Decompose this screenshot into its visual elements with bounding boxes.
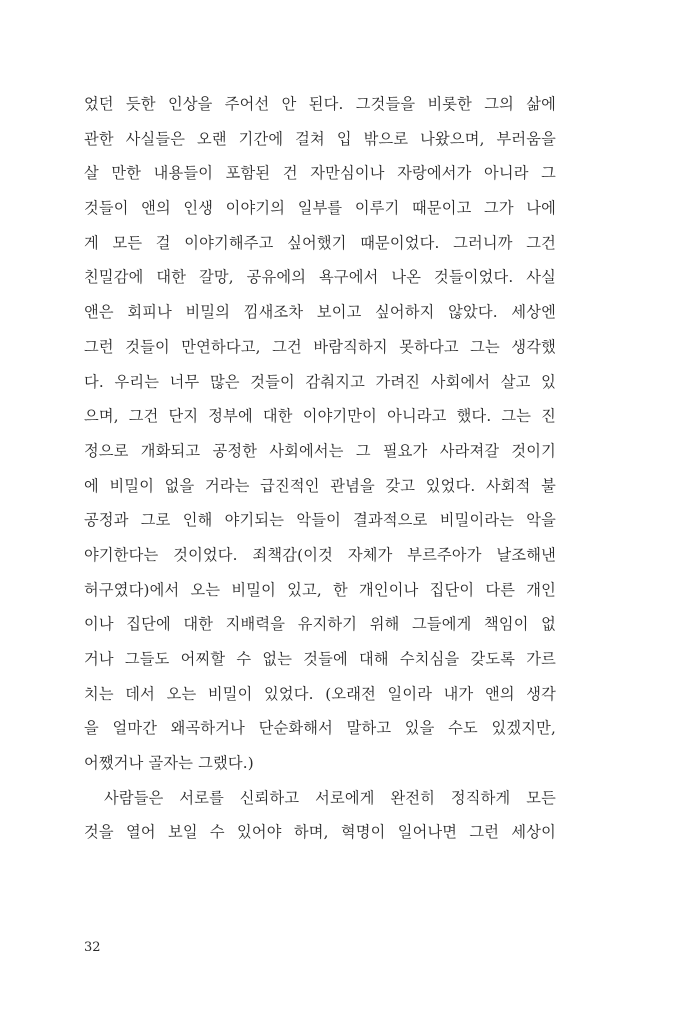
- text-line: 친밀감에 대한 갈망, 공유에의 욕구에서 나온 것들이었다. 사실: [84, 268, 556, 287]
- paragraph-start-line: 사람들은 서로를 신뢰하고 서로에게 완전히 정직하게 모든: [104, 788, 556, 807]
- text-line: 정으로 개화되고 공정한 사회에서는 그 필요가 사라져갈 것이기: [84, 441, 556, 460]
- text-line: 관한 사실들은 오랜 기간에 걸쳐 입 밖으로 나왔으며, 부러움을: [84, 129, 556, 148]
- text-line: 을 얼마간 왜곡하거나 단순화해서 말하고 있을 수도 있겠지만,: [84, 719, 556, 738]
- text-line: 거나 그들도 어찌할 수 없는 것들에 대해 수치심을 갖도록 가르: [84, 650, 556, 668]
- body-text: [84, 87, 556, 850]
- text-line: 게 모든 걸 이야기해주고 싶어했기 때문이었다. 그러니까 그건: [84, 233, 556, 252]
- text-line: 그런 것들이 만연하다고, 그건 바람직하지 못하다고 그는 생각했: [84, 337, 556, 356]
- text-line: 앤은 회피나 비밀의 낌새조차 보이고 싶어하지 않았다. 세상엔: [84, 303, 556, 322]
- text-line: 것을 열어 보일 수 있어야 하며, 혁명이 일어나면 그런 세상이: [84, 823, 556, 842]
- text-line: 것들이 앤의 인생 이야기의 일부를 이루기 때문이고 그가 나에: [84, 199, 556, 218]
- text-line: 에 비밀이 없을 거라는 급진적인 관념을 갖고 있었다. 사회적 불: [84, 476, 556, 495]
- text-line: 야기한다는 것이었다. 죄책감(이것 자체가 부르주아가 날조해낸: [84, 545, 556, 564]
- text-line: 허구였다)에서 오는 비밀이 있고, 한 개인이나 집단이 다른 개인: [84, 580, 556, 599]
- text-line: 공정과 그로 인해 야기되는 악들이 결과적으로 비밀이라는 악을: [84, 511, 556, 530]
- page-number: 32: [84, 940, 101, 955]
- text-line: 치는 데서 오는 비밀이 있었다. (오래전 일이라 내가 앤의 생각: [84, 684, 556, 703]
- text-line: 살 만한 내용들이 포함된 건 자만심이나 자랑에서가 아니라 그: [84, 164, 556, 183]
- text-line: 이나 집단에 대한 지배력을 유지하기 위해 그들에게 책임이 없: [84, 615, 556, 634]
- text-line: 다. 우리는 너무 많은 것들이 감춰지고 가려진 사회에서 살고 있: [84, 372, 556, 391]
- paragraph-end-line: 어쨌거나 골자는 그랬다.): [84, 754, 254, 773]
- text-line: 으며, 그건 단지 정부에 대한 이야기만이 아니라고 했다. 그는 진: [84, 407, 556, 426]
- text-line: 었던 듯한 인상을 주어선 안 된다. 그것들을 비롯한 그의 삶에: [84, 95, 556, 113]
